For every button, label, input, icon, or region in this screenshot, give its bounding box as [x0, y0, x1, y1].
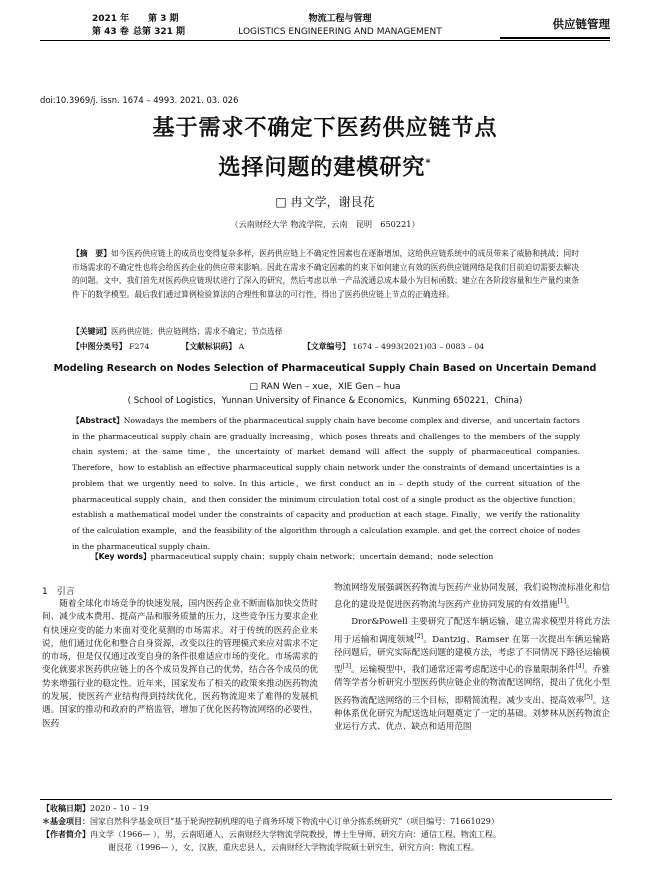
right-p1-end: 。 [565, 600, 575, 611]
keywords-en [91, 549, 591, 565]
section-heading: 1 引言 [42, 587, 75, 597]
header-year: 2021 年 [92, 14, 130, 24]
abstract-en [72, 413, 580, 554]
doc-code-value: A [238, 342, 245, 351]
article-number-value: 1674 – 4993(2021)03 – 0083 – 04 [352, 342, 485, 351]
fund-label: ＊基金项目： [42, 817, 90, 826]
affiliation-en: ( School of Logistics，Yunnan University of Finance & Economics，Kunming 650221，China) [127, 396, 523, 406]
ref-3: [3] [342, 663, 352, 671]
keywords-en-label: 【Key words】 [91, 552, 151, 561]
right-p2-b: 。Dantzig、Ramser 在第一次提出车辆运输路径问题后，研究实际配送问题的建模方法，考虑了不同情况下路径运输模型 [334, 634, 610, 676]
keywords-cn-text: 医药供应链；供应链网络；需求不确定；节点选择 [110, 327, 283, 336]
keywords-cn [72, 325, 579, 339]
abstract-cn-label: 【摘 要】 [72, 249, 111, 258]
author-bio-1: 冉文学（1966— ），男，云南昭通人，云南财经大学物流学院教授，博士生导师，研究方向：通信工程、物流工程。 [90, 830, 501, 839]
title-cn-line2 [40, 150, 610, 181]
footnote-rule [40, 799, 612, 800]
header-rule [40, 40, 610, 41]
right-p2-d: 。乔雅倩等学者分析研究小型医药供应链企业的物流配送网络，提出了优化小型医药物流配送网络的三个目标，即精简流程、减少支出、提高效率 [334, 665, 610, 706]
title-cn-line1: 基于需求不确定下医药供应链节点 [152, 115, 498, 141]
abstract-cn [72, 247, 579, 301]
clc-label: 【中图分类号】 [72, 342, 127, 351]
intro-right-paragraph-1 [334, 582, 610, 612]
ref-4: [4] [575, 663, 585, 671]
authors-cn: □ 冉文学，谢艮花 [275, 195, 375, 209]
fund-line [42, 815, 612, 828]
footnote-block [42, 802, 612, 854]
header-journal-en: LOGISTICS ENGINEERING AND MANAGEMENT [238, 27, 442, 37]
title-en: Modeling Research on Nodes Selection of Pharmaceutical Supply Chain Based on Uncertain Demand [53, 363, 597, 374]
right-p2-c: 。运输模型中，我们通常还需考虑配送中心的容量限制条件 [351, 665, 576, 676]
right-p2-e: 。这种体系优化研究为配送选址问题奠定了一定的基础。刘梦林从医药物流企业运行方式、优点、缺点和适用范围 [334, 695, 610, 733]
keywords-cn-label: 【关键词】 [72, 327, 111, 336]
header-section-box [500, 13, 610, 39]
header-volume: 第 43 卷 [92, 27, 129, 37]
author-bio-line-1 [42, 828, 612, 841]
title-footnote-mark: * [425, 158, 432, 169]
right-p2-a: Dror&Powell 主要研究了配送车辆运输，建立需求模型并将此方法用于运输和调度领域 [334, 617, 610, 645]
right-p1-text: 物流网络发展强调医药物流与医药产业协同发展，我们说物流标准化和信息化的建设是促进医药物流与医药产业协同发展的有效措施 [334, 583, 610, 611]
doc-code-label: 【文献标识码】 [181, 342, 237, 351]
abstract-en-label: 【Abstract】 [72, 416, 124, 425]
authors-en: □ RAN Wen – xue，XIE Gen – hua [249, 382, 401, 392]
abstract-en-text: Nowadays the members of the pharmaceutical supply chain have become complex and diverse，and uncertain factors in the pharmaceutical supply chain are gradually increasing，which poses threats and challenges to the members of the supply chain system；at the same time，the uncertainty of market demand will affect the supply of pharmaceutical companies. Therefore，how to establish an effective pharmaceutical supply chain network under the constraints of demand uncertainties is a problem that we urgently need to solve. In this article，we first conduct an in – depth study of the current situation of the pharmaceutical supply chain，and then consider the minimum circulation total cost of a single product as the objective function；establish a mathematical model under the constraints of capacity and production at each stage. Finally，we verify the rationality of the calculation example，and the feasibility of the algorithm through a calculation example. and get the correct choice of nodes in the pharmaceutical supply chain. [72, 416, 580, 551]
ref-2: [2] [414, 632, 423, 640]
header-serial: 总第 321 期 [133, 27, 186, 37]
intro-left-column: 随着全球化市场竞争的快速发展，国内医药企业不断面临加快交货时间、减少成本费用、提高产品和服务质量的压力，这些竞争压力要求企业有快速应变的能力来面对变化莫测的市场需求。对于传统的医药企业来说，他们通过优化和整合自身资源，改变以往的管理模式来应对需求不定的市场，但是仅仅通过改变自身的条件很难适应市场的变化。市场需求的变化就要求医药供应链上的各个成员发挥自己的优势，结合各个成员的优势来增强行业的稳定性。近年来，国家发布了相关的政策来推动医药物流的发展，使医药产业结构得到持续优化，医药物流迎来了难得的发展机遇。国家的推动和政府的严格监管，增加了优化医药物流网络的必要性，医药 [42, 599, 318, 729]
received-date [42, 802, 612, 815]
received-value: 2020 – 10 – 19 [90, 804, 149, 813]
received-label: 【收稿日期】 [42, 804, 90, 813]
author-bio-line-2: 谢艮花（1996— ），女，汉族，重庆忠县人，云南财经大学物流学院硕士研究生，研究方向：物流工程。 [108, 843, 479, 852]
keywords-en-text: pharmaceutical supply chain；supply chain network；uncertain demand；node selection [150, 552, 494, 561]
header-issue: 第 3 期 [148, 14, 179, 24]
clc-value: F274 [129, 342, 150, 351]
intro-right-paragraph-2 [334, 616, 610, 734]
abstract-cn-text: 如今医药供应链上的成员也变得复杂多样，医药供应链上不确定性因素也在逐渐增加，这给供应链系统中的成员带来了威胁和挑战；同时市场需求的不确定性也将会给医药企业的供应带来影响。因此在需求不确定因素的约束下如何建立有效的医药供应链网络是我们目前迫切需要去解决的问题。文中，我们首先对医药供应链现状进行了深入的研究，然后考虑以单一产品流通总成本最小为目标函数；建立在各阶段容量和生产量约束条件下的数学模型。最后我们通过算例检验算法的合理性和算法的可行性，得出了医药供应链上节点的正确选择。 [72, 249, 579, 299]
header-journal-cn: 物流工程与管理 [308, 14, 372, 24]
doi: doi:10.3969/j. issn. 1674 – 4993. 2021. 03. 026 [40, 95, 239, 105]
affiliation-cn: （云南财经大学 物流学院，云南 昆明 650221） [230, 219, 420, 229]
header-section: 供应链管理 [552, 17, 610, 31]
classification-row [72, 340, 592, 354]
author-bio-label: 【作者简介】 [42, 830, 90, 839]
intro-right-column [334, 582, 610, 734]
title-cn-line2-text: 选择问题的建模研究 [218, 154, 426, 181]
ref-5: [5] [584, 693, 593, 701]
ref-1: [1] [557, 598, 566, 606]
article-number-label: 【文章编号】 [303, 342, 350, 351]
fund-text: 国家自然科学基金项目“基于轮询控制机理的电子商务环境下物流中心订单分拣系统研究”（项目编号：71661029） [90, 817, 499, 826]
